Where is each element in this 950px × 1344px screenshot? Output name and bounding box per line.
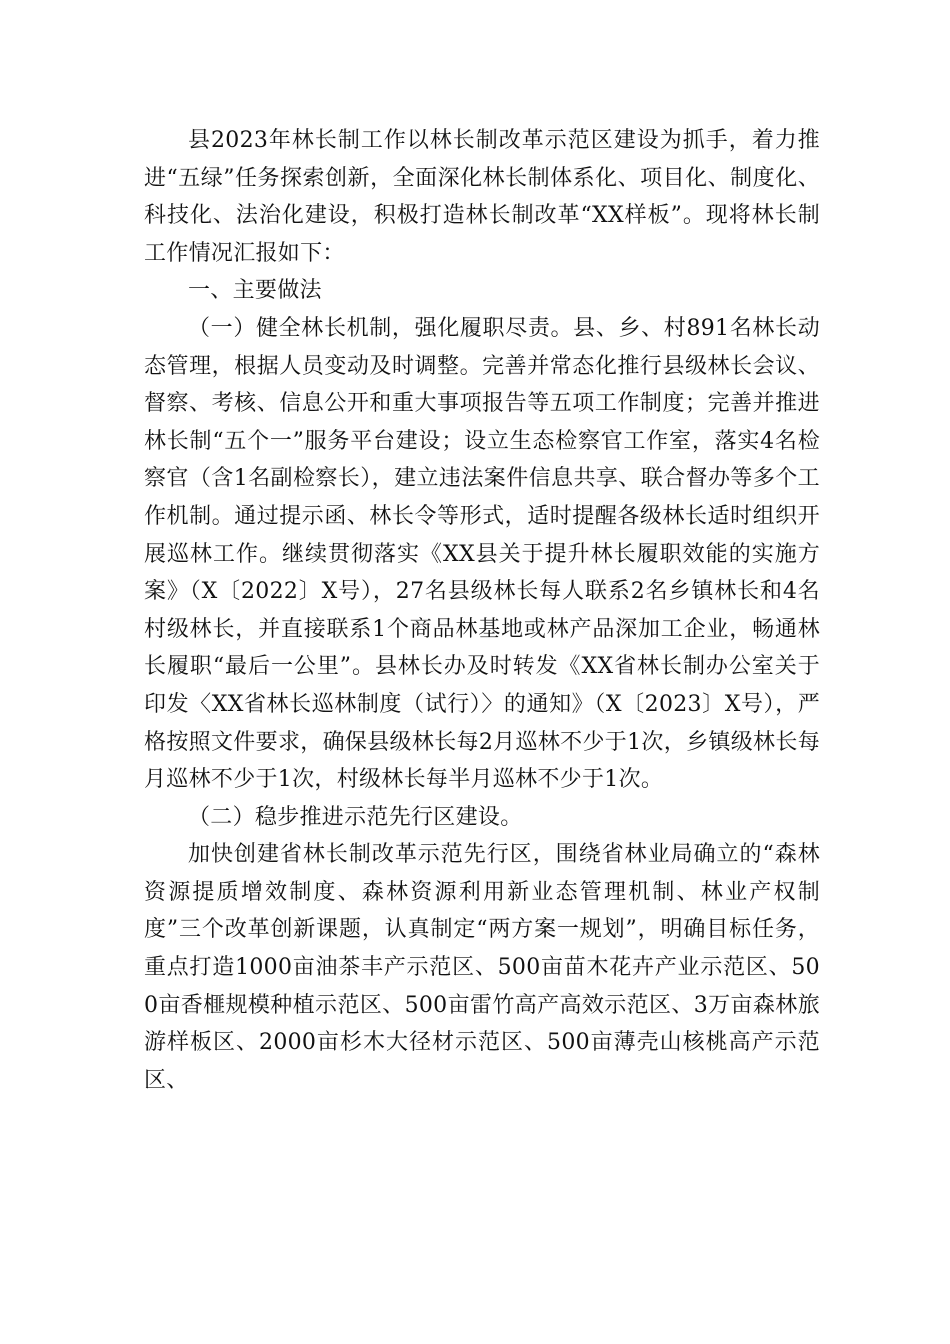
paragraph-forest-chief-mechanism: （一）健全林长机制，强化履职尽责。县、乡、村891名林长动态管理，根据人员变动及时调整。完善并常态化推行县级林长会议、督察、考核、信息公开和重大事项报告等五项工作制度；完善并推进林长制“五个一”服务平台建设；设立生态检察官工作室，落实4名检察官（含1名副检察长），建立违法案件信息共享、联合督办等多个工作机制。通过提示函、林长令等形式，适时提醒各级林长适时组织开展巡林工作。继续贯彻落实《XX县关于提升林长履职效能的实施方案》（X〔2022〕X号），27名县级林长每人联系2名乡镇林长和4名村级林长，并直接联系1个商品林基地或林产品深加工企业，畅通林长履职“最后一公里”。县林长办及时转发《XX省林长制办公室关于印发〈XX省林长巡林制度（试行）〉的通知》（X〔2023〕X号），严格按照文件要求，确保县级林长每2月巡林不少于1次，乡镇级林长每月巡林不少于1次，村级林长每半月巡林不少于1次。	[144, 315, 820, 793]
document-page	[144, 122, 820, 1099]
paragraph-demonstration-zone: 加快创建省林长制改革示范先行区，围绕省林业局确立的“森林资源提质增效制度、森林资源利用新业态管理机制、林业产权制度”三个改革创新课题，认真制定“两方案一规划”，明确目标任务，重点打造1000亩油茶丰产示范区、500亩苗木花卉产业示范区、500亩香榧规模种植示范区、500亩雷竹高产高效示范区、3万亩森林旅游样板区、2000亩杉木大径材示范区、500亩薄壳山核桃高产示范区、	[144, 842, 820, 1093]
intro-paragraph: 县2023年林长制工作以林长制改革示范区建设为抓手，着力推进“五绿”任务探索创新，全面深化林长制体系化、项目化、制度化、科技化、法治化建设，积极打造林长制改革“XX样板”。现将林长制工作情况汇报如下：	[144, 128, 820, 266]
sub-heading-demonstration-zone: （二）稳步推进示范先行区建设。	[188, 804, 523, 830]
section-heading-main-practices: 一、主要做法	[188, 278, 322, 304]
